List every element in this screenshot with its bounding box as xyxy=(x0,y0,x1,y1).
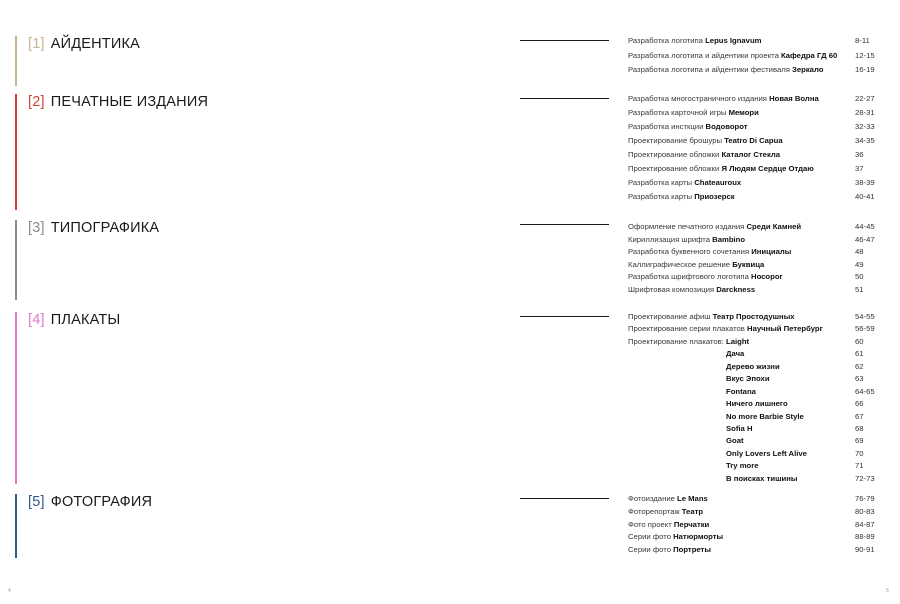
entry-page-range: 60 xyxy=(855,336,864,346)
section-entries xyxy=(628,36,878,80)
entry-project-name: Sofia H xyxy=(726,423,753,433)
toc-entry xyxy=(628,285,878,298)
entry-project-name: Кафедра ГД 60 xyxy=(781,50,838,60)
entry-description: Проектирование обложки xyxy=(628,164,720,173)
entry-page-range: 22-27 xyxy=(855,94,875,103)
entry-page-range: 80-83 xyxy=(855,506,875,516)
entry-project-name: Новая Волна xyxy=(769,94,819,103)
entry-page-range: 56-59 xyxy=(855,324,875,334)
entry-description: Разработка карты xyxy=(628,178,693,187)
entry-description: Разработка логотипа xyxy=(628,36,703,45)
entry-project-name: Театр Простодушных xyxy=(712,312,795,321)
section-heading xyxy=(28,312,120,328)
section-title: ФОТОГРАФИЯ xyxy=(50,494,153,510)
section-entries xyxy=(628,222,878,298)
entry-description: Разработка буквенного сочетания xyxy=(628,247,750,257)
entry-project-name: Teatro Di Capua xyxy=(724,136,783,145)
entry-project-name: Перчатки xyxy=(673,519,710,529)
entry-project-name: Научный Петербург xyxy=(747,324,823,334)
section-entries xyxy=(628,494,878,558)
toc-entry xyxy=(628,399,878,411)
entry-page-range: 37 xyxy=(855,164,864,173)
section-heading xyxy=(28,220,159,236)
toc-entry xyxy=(628,349,878,361)
entry-description: Разработка инсткции xyxy=(628,122,704,131)
entry-project-name: Среди Камней xyxy=(746,222,802,231)
entry-page-range: 72-73 xyxy=(855,473,875,483)
section-title: ТИПОГРАФИКА xyxy=(50,220,160,236)
section-color-bar xyxy=(15,36,17,86)
toc-entry xyxy=(628,272,878,285)
section-heading xyxy=(28,494,152,510)
section-rule xyxy=(520,40,609,41)
section-number: [5] xyxy=(28,494,45,510)
entry-page-range: 48 xyxy=(855,247,864,257)
entry-page-range: 12-15 xyxy=(855,50,875,60)
toc-entry xyxy=(628,324,878,336)
right-page-number: 5 xyxy=(886,588,889,594)
section-title: ПЕЧАТНЫЕ ИЗДАНИЯ xyxy=(50,94,209,110)
entry-page-range: 63 xyxy=(855,374,864,384)
toc-entry xyxy=(628,94,878,108)
entry-description: Каллиграфическое решение xyxy=(628,259,731,269)
entry-description: Фоторепортаж xyxy=(628,506,680,516)
toc-entry xyxy=(628,235,878,248)
entry-project-name: Приозерск xyxy=(694,192,735,201)
toc-entry xyxy=(628,507,878,520)
toc-entry xyxy=(628,337,878,349)
toc-entry xyxy=(628,424,878,436)
toc-entry xyxy=(628,412,878,424)
toc-entry xyxy=(628,51,878,66)
entry-page-range: 16-19 xyxy=(855,65,875,74)
entry-page-range: 50 xyxy=(855,272,864,282)
entry-description: Разработка логотипа и айдентики проекта xyxy=(628,50,779,60)
toc-entry xyxy=(628,36,878,51)
entry-page-range: 69 xyxy=(855,436,864,446)
entry-project-name: Дерево жизни xyxy=(726,361,780,371)
toc-entry xyxy=(628,449,878,461)
entry-page-range: 84-87 xyxy=(855,519,875,529)
entry-description: Проектирование серии плакатов xyxy=(628,324,745,334)
entry-page-range: 32-33 xyxy=(855,122,875,131)
entry-project-name: Goat xyxy=(726,436,744,446)
toc-entry xyxy=(628,222,878,235)
toc-entry xyxy=(628,461,878,473)
entry-page-range: 49 xyxy=(855,259,864,269)
entry-project-name: No more Barbie Style xyxy=(726,411,804,421)
entry-project-name: Darckness xyxy=(716,284,756,294)
entry-page-range: 8-11 xyxy=(855,36,870,45)
entry-page-range: 34-35 xyxy=(855,136,875,145)
entry-description: Фотоиздание xyxy=(628,494,675,503)
entry-project-name: Мемори xyxy=(728,108,759,117)
toc-entry xyxy=(628,545,878,558)
entry-page-range: 44-45 xyxy=(855,222,875,231)
entry-description: Проектирование обложки xyxy=(628,150,720,159)
section-color-bar xyxy=(15,94,17,210)
entry-page-range: 64-65 xyxy=(855,386,875,396)
entry-project-name: Ничего лишнего xyxy=(726,399,788,409)
toc-entry xyxy=(628,108,878,122)
entry-description: Серии фото xyxy=(628,545,671,555)
entry-project-name: Only Lovers Left Alive xyxy=(726,448,807,458)
toc-entry xyxy=(628,192,878,206)
entry-description: Разработка шрифтового логотипа xyxy=(628,272,749,282)
section-color-bar xyxy=(15,312,17,484)
entry-page-range: 67 xyxy=(855,411,864,421)
toc-entry xyxy=(628,436,878,448)
entry-project-name: Le Mans xyxy=(677,494,708,503)
entry-project-name: Каталог Стекла xyxy=(721,150,781,159)
entry-page-range: 68 xyxy=(855,423,864,433)
entry-project-name: В поисках тишины xyxy=(726,473,798,483)
entry-description: Кириллизация шрифта xyxy=(628,234,711,244)
toc-entry xyxy=(628,474,878,486)
entry-project-name: Инициалы xyxy=(751,247,792,257)
entry-project-name: Fontana xyxy=(726,386,756,396)
entry-page-range: 46-47 xyxy=(855,234,875,244)
section-color-bar xyxy=(15,220,17,300)
toc-entry xyxy=(628,374,878,386)
section-number: [4] xyxy=(28,312,45,328)
section-number: [3] xyxy=(28,220,45,236)
toc-entry xyxy=(628,260,878,273)
toc-entry xyxy=(628,122,878,136)
section-number: [1] xyxy=(28,36,45,52)
toc-entry xyxy=(628,247,878,260)
toc-entry xyxy=(628,65,878,80)
entry-project-name: Laight xyxy=(726,336,750,346)
entry-page-range: 66 xyxy=(855,399,864,409)
entry-page-range: 36 xyxy=(855,150,864,159)
entry-project-name: Портреты xyxy=(673,545,711,555)
entry-description: Оформление печатного издания xyxy=(628,222,745,231)
entry-description: Проектирование афиш xyxy=(628,312,711,321)
section-rule xyxy=(520,498,609,499)
entry-description: Разработка карточной игры xyxy=(628,108,727,117)
toc-entry xyxy=(628,362,878,374)
entry-page-range: 54-55 xyxy=(855,312,875,321)
toc-entry xyxy=(628,494,878,507)
entry-page-range: 62 xyxy=(855,361,864,371)
entry-project-name: Водоворот xyxy=(705,122,748,131)
entry-page-range: 51 xyxy=(855,284,864,294)
entry-page-range: 90-91 xyxy=(855,545,875,555)
section-entries xyxy=(628,94,878,206)
toc-entry xyxy=(628,532,878,545)
entry-project-name: Bambino xyxy=(712,234,746,244)
left-page-number: 4 xyxy=(8,588,11,594)
section-title: ПЛАКАТЫ xyxy=(50,312,121,328)
entry-page-range: 40-41 xyxy=(855,192,875,201)
toc-entry xyxy=(628,312,878,324)
entry-description: Разработка карты xyxy=(628,192,693,201)
entry-page-range: 38-39 xyxy=(855,178,875,187)
entry-page-range: 70 xyxy=(855,448,864,458)
toc-entry xyxy=(628,387,878,399)
toc-entry xyxy=(628,178,878,192)
entry-description: Серии фото xyxy=(628,532,671,542)
entry-project-name: Зеркало xyxy=(792,65,824,74)
section-heading xyxy=(28,94,208,110)
entry-project-name: Театр xyxy=(681,506,704,516)
entry-description: Разработка логотипа и айдентики фестиваля xyxy=(628,65,790,74)
entry-project-name: Буквица xyxy=(732,259,765,269)
entry-project-name: Try more xyxy=(726,461,759,471)
section-heading xyxy=(28,36,140,52)
toc-entry xyxy=(628,164,878,178)
section-rule xyxy=(520,98,609,99)
section-rule xyxy=(520,316,609,317)
entry-project-name: Lepus Ignavum xyxy=(705,36,762,45)
toc-entry xyxy=(628,520,878,533)
entry-description: Фото проект xyxy=(628,519,672,529)
entry-page-range: 71 xyxy=(855,461,864,471)
entry-description: Разработка многостраничного издания xyxy=(628,94,767,103)
entry-project-name: Я Людям Сердце Отдаю xyxy=(721,164,814,173)
entry-project-name: Дача xyxy=(726,349,745,359)
entry-project-name: Вкус Эпохи xyxy=(726,374,770,384)
section-rule xyxy=(520,224,609,225)
entry-project-name: Натюрморты xyxy=(673,532,724,542)
entry-page-range: 88-89 xyxy=(855,532,875,542)
section-number: [2] xyxy=(28,94,45,110)
entry-project-name: Chateauroux xyxy=(694,178,742,187)
entry-page-range: 76-79 xyxy=(855,494,875,503)
entry-page-range: 61 xyxy=(855,349,864,359)
section-entries xyxy=(628,312,878,486)
entry-description: Проектирование плакатов: xyxy=(628,336,724,346)
entry-page-range: 28-31 xyxy=(855,108,875,117)
toc-entry xyxy=(628,136,878,150)
section-color-bar xyxy=(15,494,17,558)
toc-entry xyxy=(628,150,878,164)
entry-project-name: Носорог xyxy=(751,272,783,282)
entry-description: Проектирование брошуры xyxy=(628,136,723,145)
section-title: АЙДЕНТИКА xyxy=(50,36,140,52)
entry-description: Шрифтовая композиция xyxy=(628,284,715,294)
